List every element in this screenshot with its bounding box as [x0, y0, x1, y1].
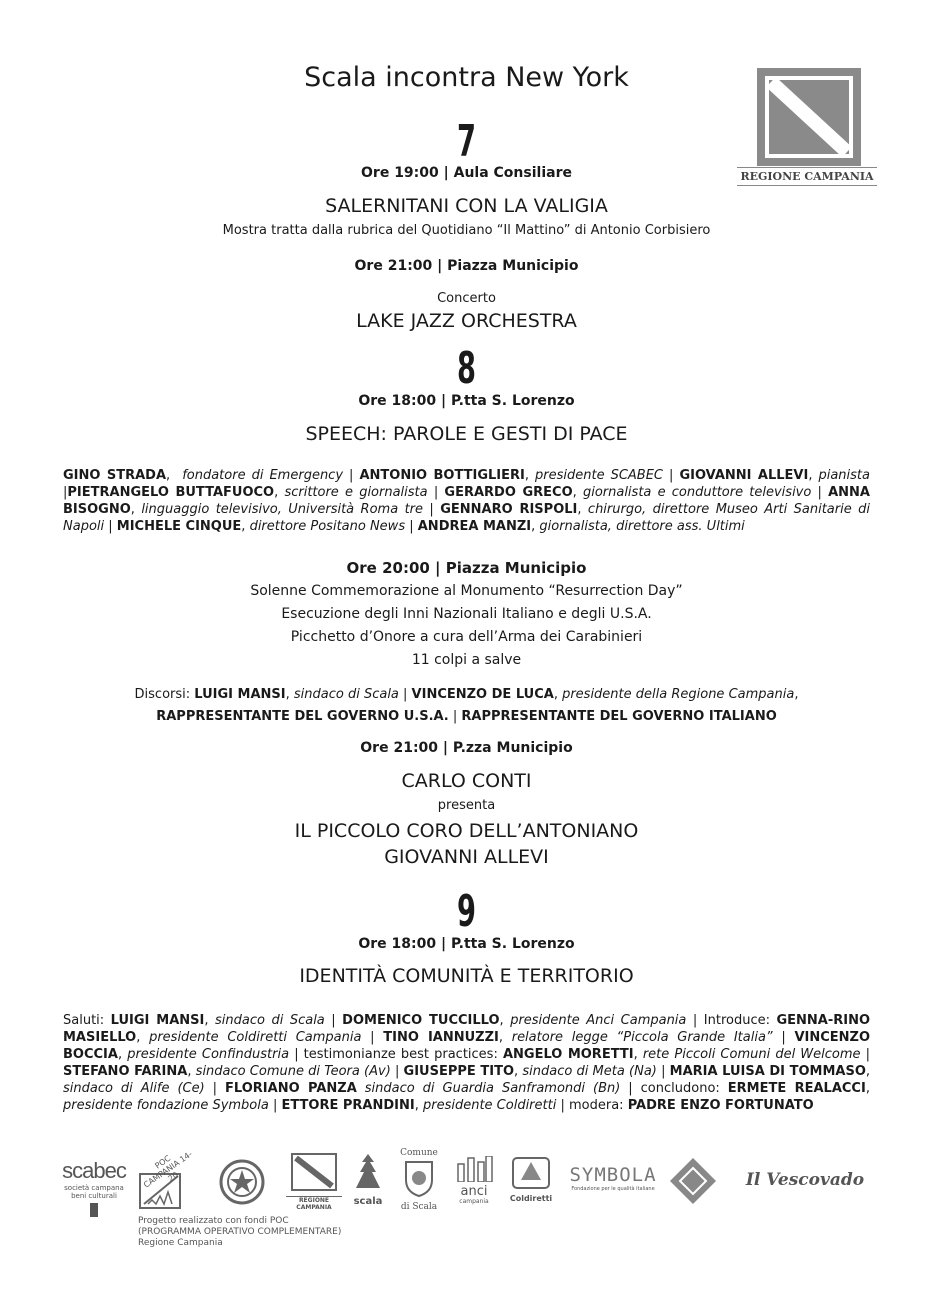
sponsor-logos	[58, 1148, 888, 1258]
day7-event1-subtitle: Mostra tratta dalla rubrica del Quotidiano “Il Mattino” di Antonio Corbisiero	[222, 223, 711, 238]
day8-speakers-paragraph: GINO STRADA, fondatore di Emergency | ANTONIO BOTTIGLIERI, presidente SCABEC | GIOVANNI ALLEVI, pianista |PIETRANGELO BUTTAFUOCO, scrittore e giornalista | GERARDO GRECO, giornalista e conduttore televisivo | ANNA BISOGNO, linguaggio televisivo, Università Roma tre | GENNARO RISPOLI, chirurgo, direttore Museo Arti Sanitarie di Napoli | MICHELE CINQUE, direttore Positano News | ANDREA MANZI, giornalista, direttore ass. Ultimi	[63, 468, 871, 534]
symbola-logo	[564, 1164, 662, 1192]
regione-small-label: REGIONE CAMPANIA	[286, 1196, 342, 1211]
scabec-text: scabec	[62, 1158, 126, 1183]
day8-speeches: Discorsi: LUIGI MANSI, sindaco di Scala | VINCENZO DE LUCA, presidente della Regione Campania, RAPPRESENTANTE DEL GOVERNO U.S.A. | RAPPRESENTANTE DEL GOVERNO ITALIANO	[134, 687, 799, 724]
day8-event3-pre: presenta	[437, 798, 496, 813]
poc-text: POC CAMPANIA 14-20	[141, 1149, 194, 1190]
day8-event3-line1: IL PICCOLO CORO DELL’ANTONIANO	[294, 820, 639, 842]
italian-republic-emblem	[218, 1158, 266, 1206]
day8-event3-title: CARLO CONTI	[401, 770, 532, 792]
funding-note-line3: Regione Campania	[138, 1238, 223, 1248]
day8-event1-time: Ore 18:00 | P.tta S. Lorenzo	[358, 393, 575, 409]
coldiretti-text: Coldiretti	[509, 1194, 553, 1203]
comune-text: Comune	[400, 1148, 438, 1158]
day8-event1-title: SPEECH: PAROLE E GESTI DI PACE	[305, 423, 628, 445]
day-9-number: 9	[457, 886, 476, 937]
coldiretti-logo	[506, 1156, 556, 1203]
anci-text: anci	[460, 1184, 488, 1199]
day7-event2-title: LAKE JAZZ ORCHESTRA	[356, 310, 577, 332]
day8-event2-line4: 11 colpi a salve	[411, 652, 522, 668]
diamond-logo	[668, 1156, 718, 1206]
day8-event2-line1: Solenne Commemorazione al Monumento “Resurrection Day”	[250, 583, 683, 599]
day9-speakers-paragraph: Saluti: LUIGI MANSI, sindaco di Scala | DOMENICO TUCCILLO, presidente Anci Campania | Introduce: GENNA-RINO MASIELLO, presidente Coldiretti Campania | TINO IANNUZZI, relatore legge “Piccola Grande Italia” | VINCENZO BOCCIA, presidente Confindustria | testimonianze best practices: ANGELO MORETTI, rete Piccoli Comuni del Welcome | STEFANO FARINA, sindaco Comune di Teora (Av) | GIUSEPPE TITO, sindaco di Meta (Na) | MARIA LUISA DI TOMMASO, sindaco di Alife (Ce) | FLORIANO PANZA sindaco di Guardia Sanframondi (Bn) | concludono: ERMETE REALACCI, presidente fondazione Symbola | ETTORE PRANDINI, presidente Coldiretti | modera: PADRE ENZO FORTUNATO	[63, 1013, 871, 1113]
comune-di-scala-logo	[394, 1148, 444, 1212]
il-vescovado-logo	[730, 1170, 880, 1190]
day8-event3-line2: GIOVANNI ALLEVI	[384, 846, 549, 868]
symbola-text: SYMBOLA	[569, 1164, 657, 1186]
day9-event1-time: Ore 18:00 | P.tta S. Lorenzo	[358, 936, 575, 952]
funding-note-line2: (PROGRAMMA OPERATIVO COMPLEMENTARE)	[138, 1227, 342, 1237]
day8-event2-time: Ore 20:00 | Piazza Municipio	[346, 559, 587, 577]
scala-text: scala	[353, 1196, 383, 1207]
scabec-logo	[58, 1158, 130, 1217]
funding-note-line1: Progetto realizzato con fondi POC	[138, 1216, 289, 1226]
day7-event1-title: SALERNITANI CON LA VALIGIA	[325, 195, 608, 217]
anci-campania-logo	[452, 1156, 496, 1205]
scabec-sub: società campana beni culturali	[64, 1184, 124, 1200]
page-title: Scala incontra New York	[304, 62, 629, 93]
day-7-number: 7	[457, 116, 476, 167]
vescovado-text: Il Vescovado	[745, 1170, 865, 1190]
comune-bottom-text: di Scala	[400, 1202, 438, 1212]
scala-logo	[348, 1152, 388, 1207]
funding-note	[138, 1216, 358, 1249]
day7-event2-pre: Concerto	[437, 291, 496, 306]
day-8-number: 8	[457, 343, 476, 394]
regione-campania-small-logo	[286, 1152, 342, 1211]
anci-sub: campania	[459, 1198, 489, 1205]
day9-event1-title: IDENTITÀ COMUNITÀ E TERRITORIO	[299, 965, 634, 987]
day8-event2-line3: Picchetto d’Onore a cura dell’Arma dei Carabinieri	[290, 629, 643, 645]
day8-event2-line2: Esecuzione degli Inni Nazionali Italiano e degli U.S.A.	[281, 606, 652, 622]
poc-campania-logo	[138, 1149, 198, 1212]
regione-campania-label: REGIONE CAMPANIA	[737, 167, 877, 186]
symbola-sub: Fondazione per le qualità italiane	[571, 1186, 655, 1192]
day8-event3-time: Ore 21:00 | P.zza Municipio	[360, 740, 573, 756]
day7-event1-time: Ore 19:00 | Aula Consiliare	[361, 165, 572, 181]
day7-event2-time: Ore 21:00 | Piazza Municipio	[354, 258, 579, 274]
